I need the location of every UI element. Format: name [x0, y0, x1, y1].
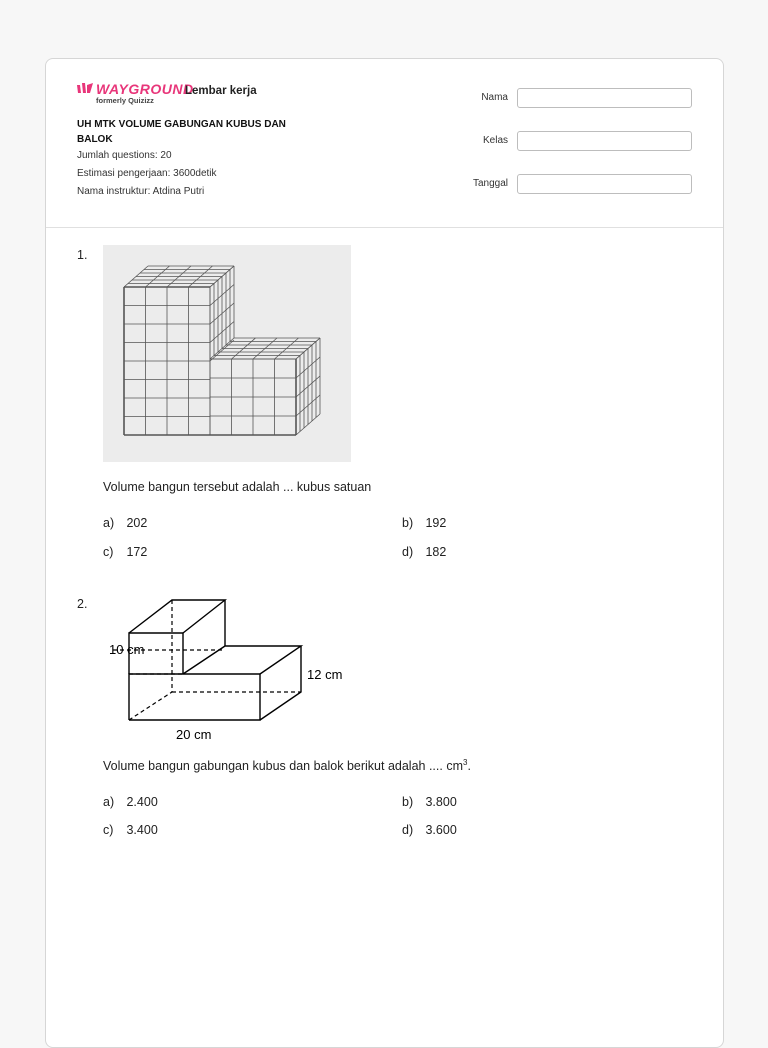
- nama-label: Nama: [481, 92, 508, 103]
- question-2-text: Volume bangun gabungan kubus dan balok berikut adalah .... $cm^3$.: [103, 758, 471, 774]
- worksheet-header: [46, 59, 723, 228]
- kelas-input[interactable]: [517, 131, 692, 151]
- block-height-label: 12 cm: [307, 667, 343, 682]
- question-1-figure: [103, 245, 351, 462]
- brand-logo: [76, 81, 194, 105]
- brand-subtitle: formerly Quizizz: [96, 96, 154, 105]
- sheet-type: Lembar kerja: [185, 85, 257, 97]
- cube-height-label: 10 cm: [109, 642, 145, 657]
- question-2-figure: [103, 593, 363, 743]
- worksheet-title: UH MTK VOLUME GABUNGAN KUBUS DAN BALOK: [77, 119, 286, 145]
- cube-block-diagram: [103, 593, 363, 743]
- question-1-text: Volume bangun tersebut adalah ... kubus satuan: [103, 480, 372, 494]
- question-1-number: 1.: [77, 248, 88, 262]
- unit-cubes-diagram: [103, 245, 351, 462]
- question-1-option-a: a) 202: [103, 516, 148, 530]
- question-1-option-c: c) 172: [103, 545, 148, 559]
- brand-name: WAYGROUND: [96, 81, 194, 97]
- block-length-label: 20 cm: [176, 727, 212, 742]
- instructor-name: Nama instruktur: Atdina Putri: [77, 186, 205, 197]
- question-2-number: 2.: [77, 597, 88, 611]
- question-1-option-d: d) 182: [402, 545, 447, 559]
- question-2-option-d: d) 3.600: [402, 823, 457, 837]
- tanggal-label: Tanggal: [472, 178, 508, 189]
- kelas-label: Kelas: [482, 135, 508, 146]
- tanggal-input[interactable]: [517, 174, 692, 194]
- question-2-option-a: a) 2.400: [103, 795, 158, 809]
- nama-input[interactable]: [517, 88, 692, 108]
- worksheet-page: [45, 58, 724, 1048]
- question-2-option-b: b) 3.800: [402, 795, 457, 809]
- question-2-option-c: c) 3.400: [103, 823, 158, 837]
- time-estimate: Estimasi pengerjaan: 3600detik: [77, 168, 217, 179]
- question-1-option-b: b) 192: [402, 516, 447, 530]
- brand-mark-icon: [76, 82, 94, 96]
- question-count: Jumlah questions: 20: [77, 150, 172, 161]
